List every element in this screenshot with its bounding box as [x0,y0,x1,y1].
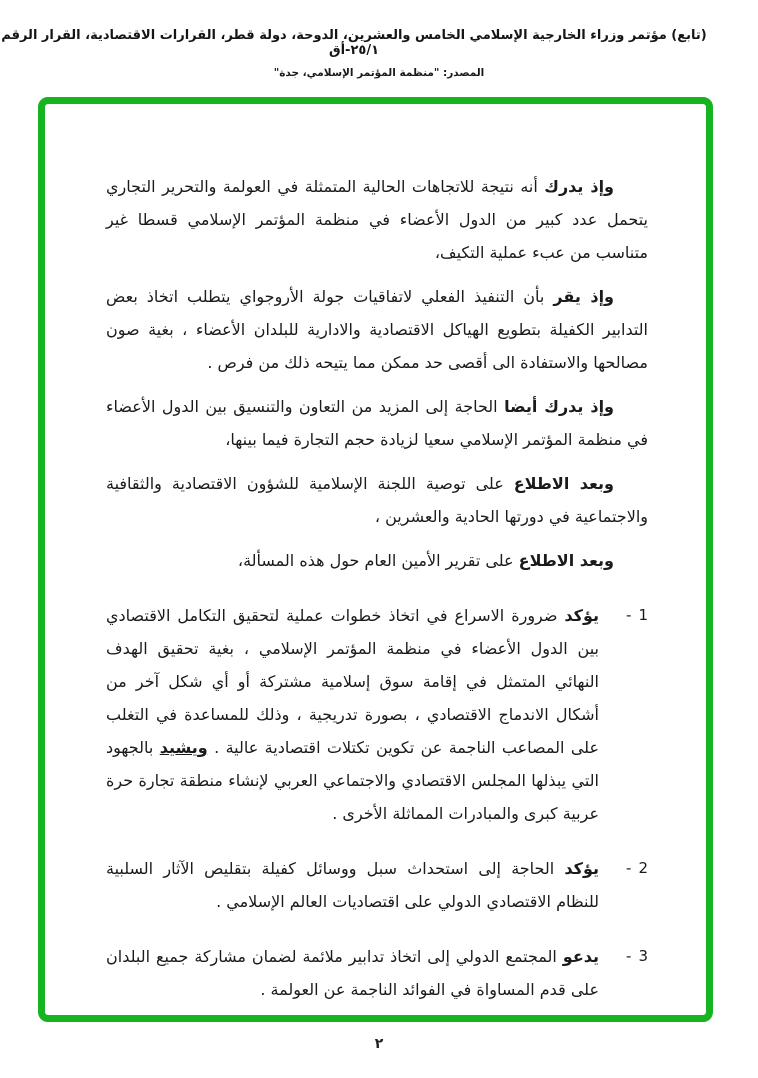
paragraph-lead: وإذ يدرك أيضا [504,397,614,416]
paragraph-lead: وبعد الاطلاع [518,551,614,570]
document-body [106,170,648,1028]
document-header [0,28,758,79]
list-item [106,852,648,918]
item-text [106,940,599,1006]
list-item [106,940,648,1006]
item-emphasis: ويشيد [159,738,208,757]
paragraph-lead: وإذ يقر [553,287,615,306]
item-lead: يؤكد [564,859,599,878]
paragraph-lead: وإذ يدرك [544,177,615,196]
item-dash: - [626,947,632,965]
item-number: 2 [638,859,648,877]
paragraph-lead: وبعد الاطلاع [513,474,615,493]
preamble-paragraph [106,170,648,269]
item-text [106,852,599,918]
item-body: بالجهود التي يبذلها المجلس الاقتصادي والاجتماعي العربي لإنشاء منطقة تجارة حرة عربية كبرى والمبادرات المماثلة الأخرى . [106,738,599,823]
paragraph-text: أنه نتيجة للاتجاهات الحالية المتمثلة في العولمة والتحرير التجاري يتحمل عدد كبير من الدول الأعضاء في منظمة المؤتمر الإسلامي قسطا غير متناسب من عبء عملية التكيف، [106,177,648,262]
item-dash: - [626,859,632,877]
paragraph-text: الحاجة إلى المزيد من التعاون والتنسيق بين الدول الأعضاء في منظمة المؤتمر الإسلامي سعيا لزيادة حجم التجارة فيما بينها، [106,397,648,449]
item-marker [612,940,648,1006]
item-body: ضرورة الاسراع في اتخاذ خطوات عملية لتحقيق التكامل الاقتصادي بين الدول الأعضاء في منظمة المؤتمر الإسلامي ، بغية تحقيق الهدف النهائي المتمثل في إقامة سوق إسلامية مشتركة أو أي شكل آخر من أشكال الاندماج الاقتصادي ، بصورة تدريجية ، وذلك للمساعدة في التغلب على المصاعب الناجمة عن تكوين تكتلات اقتصادية عالية . [106,606,600,757]
item-text [106,599,599,830]
item-marker [612,852,648,918]
item-lead: يؤكد [564,606,599,625]
item-lead: يدعو [562,947,599,966]
preamble-paragraph [106,280,648,379]
paragraph-text: على توصية اللجنة الإسلامية للشؤون الاقتصادية والثقافية والاجتماعية في دورتها الحادية والعشرين ، [106,474,648,526]
header-title: (تابع) مؤتمر وزراء الخارجية الإسلامي الخامس والعشرين، الدوحة، دولة قطر، القرارات الاقتصادية، القرار الرقم ٢٥/١-أق [1,28,707,58]
page-number: ٢ [374,1036,384,1052]
header-source: المصدر: "منظمة المؤتمر الإسلامي، جدة" [273,67,485,79]
item-number: 1 [638,606,648,624]
item-number: 3 [638,947,648,965]
item-body: المجتمع الدولي إلى اتخاذ تدابير ملائمة لضمان مشاركة جميع البلدان على قدم المساواة في الفوائد الناجمة عن العولمة . [106,947,599,999]
preamble-paragraph [106,544,648,577]
item-body: الحاجة إلى استحداث سبل ووسائل كفيلة بتقليص الآثار السلبية للنظام الاقتصادي الدولي على اقتصاديات العالم الإسلامي . [106,859,599,911]
paragraph-text: على تقرير الأمين العام حول هذه المسألة، [237,551,519,570]
resolution-clauses [106,599,648,1006]
list-item [106,599,648,830]
paragraph-text: بأن التنفيذ الفعلي لاتفاقيات جولة الأروجواي يتطلب اتخاذ بعض التدابير الكفيلة بتطويع الهياكل الاقتصادية والادارية للبلدان الأعضاء ، بغية صون مصالحها والاستفادة الى أقصى حد ممكن مما يتيحه ذلك من فرص . [106,287,648,372]
item-dash: - [626,606,632,624]
preamble-paragraph [106,390,648,456]
item-marker [612,599,648,830]
preamble-paragraph [106,467,648,533]
